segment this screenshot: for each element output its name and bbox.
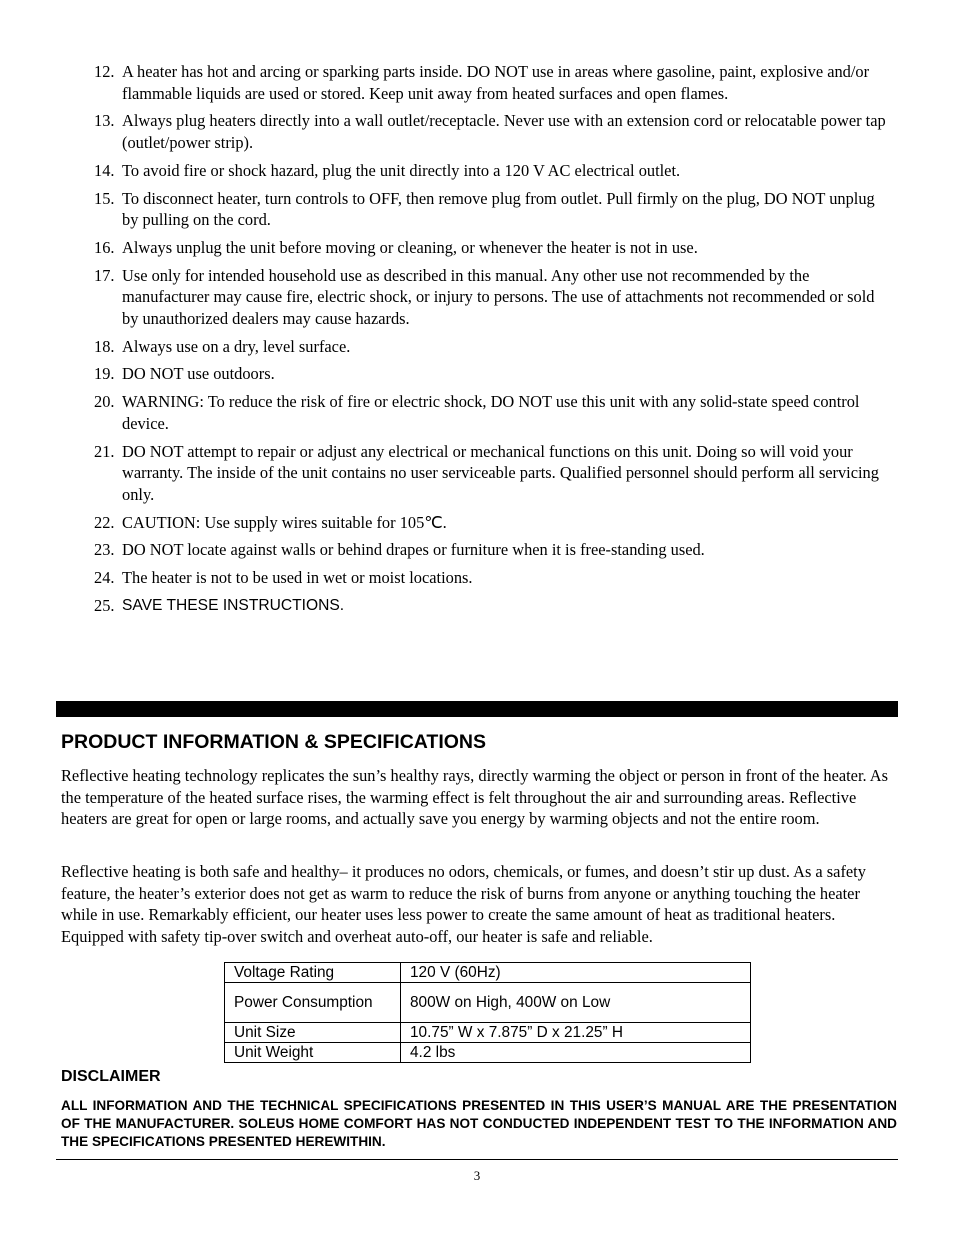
item-number: 19. <box>94 364 115 384</box>
item-number: 20. <box>94 392 115 412</box>
list-item <box>94 512 894 534</box>
spec-label: Unit Size <box>225 1023 401 1043</box>
paragraph: Reflective heating is both safe and healthy– it produces no odors, chemicals, or fumes, and doesn’t stir up dust. As a safety feature, the heater’s exterior does not get as warm to reduce the risk of burns from anyone or anything touching the heater while in use. Remarkably efficient, our heater uses less power to create the same amount of heat as traditional heaters. Equipped with safety tip-over switch and overheat auto-off, our heater is safe and reliable. <box>61 862 866 946</box>
item-number: 23. <box>94 540 115 560</box>
item-text: A heater has hot and arcing or sparking parts inside. DO NOT use in areas where gasoline, paint, explosive and/or flammable liquids are used or stored. Keep unit away from heated surfaces and open flames. <box>122 62 870 103</box>
table-row <box>225 1023 751 1043</box>
spec-label: Unit Weight <box>225 1043 401 1063</box>
list-item <box>94 188 894 231</box>
item-text: CAUTION: Use supply wires suitable for 105℃. <box>122 512 447 532</box>
item-text: Use only for intended household use as described in this manual. Any other use not recommended by the manufacturer may cause fire, electric shock, or injury to persons. The use of attachments not recommended or sold by unauthorized dealers may cause hazards. <box>122 265 875 328</box>
item-text: To avoid fire or shock hazard, plug the unit directly into a 120 V AC electrical outlet. <box>122 160 681 180</box>
item-number: 22. <box>94 512 115 532</box>
item-text: To disconnect heater, turn controls to OFF, then remove plug from outlet. Pull firmly on the plug, DO NOT unplug by pulling on the cord. <box>122 188 875 230</box>
item-text: WARNING: To reduce the risk of fire or electric shock, DO NOT use this unit with any solid-state speed control device. <box>122 392 860 433</box>
list-item <box>94 265 894 330</box>
spec-value: 10.75” W x 7.875” D x 21.25” H <box>401 1023 751 1043</box>
item-text: Always unplug the unit before moving or cleaning, or whenever the heater is not in use. <box>122 237 698 257</box>
item-number: 25. <box>94 595 115 615</box>
item-number: 16. <box>94 237 115 257</box>
item-number: 18. <box>94 336 115 356</box>
safety-instructions-list <box>94 61 894 623</box>
item-text: Always plug heaters directly into a wall outlet/receptacle. Never use with an extension cord or relocatable power tap (outlet/power strip). <box>122 111 886 152</box>
spec-label: Voltage Rating <box>225 963 401 983</box>
item-number: 12. <box>94 62 115 81</box>
list-item <box>94 567 894 589</box>
specifications-table <box>224 962 751 1063</box>
list-item <box>94 110 894 153</box>
list-item <box>94 61 894 104</box>
item-number: 13. <box>94 111 115 131</box>
item-number: 21. <box>94 441 115 461</box>
list-item <box>94 391 894 434</box>
item-text: The heater is not to be used in wet or moist locations. <box>122 568 473 588</box>
list-item <box>94 237 894 259</box>
section-title: PRODUCT INFORMATION & SPECIFICATIONS <box>61 731 487 753</box>
item-number: 17. <box>94 265 115 285</box>
list-item <box>94 160 894 182</box>
spec-label: Power Consumption <box>225 983 401 1023</box>
item-number: 14. <box>94 160 115 180</box>
page-number: 3 <box>473 1168 481 1183</box>
table-row <box>225 1043 751 1063</box>
paragraph: Reflective heating technology replicates the sun’s healthy rays, directly warming the object or person in front of the heater. As the temperature of the heated surface rises, the warming effect is felt throughout the air and surrounding areas. Reflective heaters are great for open or large rooms, and actually save you energy by warming objects and not the entire room. <box>61 766 889 829</box>
item-number: 24. <box>94 568 115 588</box>
section-divider-bar <box>56 701 898 717</box>
table-row <box>225 983 751 1023</box>
item-text: SAVE THESE INSTRUCTIONS. <box>122 596 345 614</box>
item-number: 15. <box>94 188 115 208</box>
list-item <box>94 441 894 506</box>
list-item <box>94 539 894 561</box>
spec-value: 4.2 lbs <box>401 1043 751 1063</box>
item-text: Always use on a dry, level surface. <box>122 336 351 356</box>
item-text: DO NOT use outdoors. <box>122 364 275 384</box>
list-item <box>94 336 894 358</box>
item-text: DO NOT locate against walls or behind drapes or furniture when it is free-standing used. <box>122 540 705 560</box>
spec-value: 800W on High, 400W on Low <box>401 983 751 1023</box>
disclaimer-text: ALL INFORMATION AND THE TECHNICAL SPECIFICATIONS PRESENTED IN THIS USER’S MANUAL ARE THE PRESENTATION OF THE MANUFACTURER. SOLEUS HOME COMFORT HAS NOT CONDUCTED INDEPENDENT TEST TO THE INFORMATION AND THE SPECIFICATIONS PRESENTED HEREWITHIN. <box>61 1098 897 1149</box>
table-row <box>225 963 751 983</box>
list-item <box>94 595 894 617</box>
spec-value: 120 V (60Hz) <box>401 963 751 983</box>
footer-rule <box>56 1159 898 1160</box>
disclaimer-title: DISCLAIMER <box>61 1068 161 1085</box>
list-item <box>94 363 894 385</box>
item-text: DO NOT attempt to repair or adjust any electrical or mechanical functions on this unit. Doing so will void your warranty. The inside of the unit contains no user serviceable parts. Qualified personnel should perform all servicing only. <box>122 441 879 504</box>
